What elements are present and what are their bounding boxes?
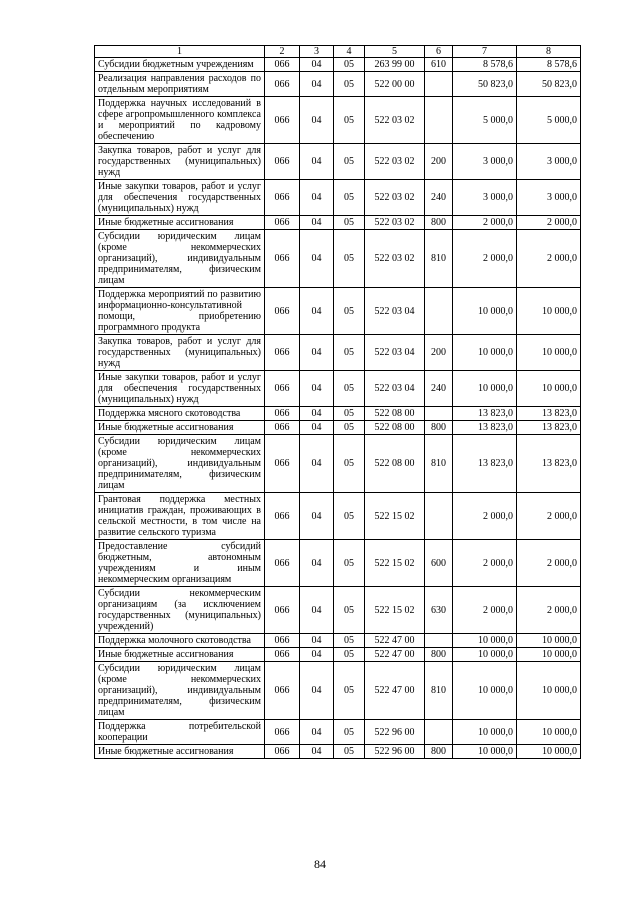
- column-header: 2: [265, 46, 300, 58]
- target-code: 522 15 02: [365, 587, 425, 634]
- admin-code: 066: [265, 662, 300, 720]
- amount-col7: 2 000,0: [453, 540, 517, 587]
- admin-code: 066: [265, 745, 300, 759]
- amount-col7: 10 000,0: [453, 648, 517, 662]
- expense-type-code: 200: [425, 144, 453, 180]
- section-code: 04: [300, 662, 334, 720]
- section-code: 04: [300, 720, 334, 745]
- row-name: Иные бюджетные ассигнования: [95, 745, 265, 759]
- amount-col7: 10 000,0: [453, 335, 517, 371]
- amount-col8: 10 000,0: [517, 662, 581, 720]
- admin-code: 066: [265, 97, 300, 144]
- target-code: 522 00 00: [365, 72, 425, 97]
- section-code: 04: [300, 288, 334, 335]
- expense-type-code: 810: [425, 435, 453, 493]
- amount-col7: 13 823,0: [453, 435, 517, 493]
- subsection-code: 05: [334, 335, 365, 371]
- admin-code: 066: [265, 216, 300, 230]
- row-name: Иные бюджетные ассигнования: [95, 648, 265, 662]
- column-header: 5: [365, 46, 425, 58]
- amount-col8: 10 000,0: [517, 288, 581, 335]
- admin-code: 066: [265, 335, 300, 371]
- expense-type-code: 610: [425, 58, 453, 72]
- subsection-code: 05: [334, 216, 365, 230]
- row-name: Закупка товаров, работ и услуг для государственных (муниципальных) нужд: [95, 144, 265, 180]
- row-name: Грантовая поддержка местных инициатив граждан, проживающих в сельской местности, в том числе на развитие сельского туризма: [95, 493, 265, 540]
- target-code: 522 47 00: [365, 634, 425, 648]
- amount-col8: 10 000,0: [517, 745, 581, 759]
- row-name: Поддержка мясного скотоводства: [95, 407, 265, 421]
- section-code: 04: [300, 58, 334, 72]
- row-name: Поддержка мероприятий по развитию информационно-консультативной помощи, приобретению программного продукта: [95, 288, 265, 335]
- section-code: 04: [300, 216, 334, 230]
- row-name: Предоставление субсидий бюджетным, автономным учреждениям и иным некоммерческим организациям: [95, 540, 265, 587]
- subsection-code: 05: [334, 745, 365, 759]
- amount-col8: 2 000,0: [517, 230, 581, 288]
- row-name: Реализация направления расходов по отдельным мероприятиям: [95, 72, 265, 97]
- budget-table: [94, 45, 581, 759]
- amount-col8: 13 823,0: [517, 435, 581, 493]
- amount-col8: 2 000,0: [517, 493, 581, 540]
- admin-code: 066: [265, 288, 300, 335]
- expense-type-code: 800: [425, 648, 453, 662]
- table-row: [95, 144, 581, 180]
- column-header: 1: [95, 46, 265, 58]
- admin-code: 066: [265, 407, 300, 421]
- admin-code: 066: [265, 435, 300, 493]
- subsection-code: 05: [334, 493, 365, 540]
- amount-col7: 10 000,0: [453, 745, 517, 759]
- table-row: [95, 180, 581, 216]
- target-code: 522 03 02: [365, 230, 425, 288]
- section-code: 04: [300, 97, 334, 144]
- expense-type-code: 800: [425, 421, 453, 435]
- subsection-code: 05: [334, 97, 365, 144]
- section-code: 04: [300, 407, 334, 421]
- subsection-code: 05: [334, 144, 365, 180]
- section-code: 04: [300, 540, 334, 587]
- section-code: 04: [300, 587, 334, 634]
- amount-col7: 50 823,0: [453, 72, 517, 97]
- amount-col7: 3 000,0: [453, 144, 517, 180]
- amount-col7: 10 000,0: [453, 720, 517, 745]
- section-code: 04: [300, 745, 334, 759]
- table-row: [95, 97, 581, 144]
- section-code: 04: [300, 144, 334, 180]
- column-header: 6: [425, 46, 453, 58]
- table-row: [95, 540, 581, 587]
- expense-type-code: [425, 634, 453, 648]
- target-code: 522 96 00: [365, 720, 425, 745]
- table-row: [95, 435, 581, 493]
- amount-col8: 3 000,0: [517, 144, 581, 180]
- table-row: [95, 216, 581, 230]
- amount-col7: 10 000,0: [453, 288, 517, 335]
- target-code: 263 99 00: [365, 58, 425, 72]
- amount-col7: 13 823,0: [453, 421, 517, 435]
- subsection-code: 05: [334, 540, 365, 587]
- amount-col7: 2 000,0: [453, 587, 517, 634]
- admin-code: 066: [265, 421, 300, 435]
- row-name: Субсидии юридическим лицам (кроме некоммерческих организаций), индивидуальным предпринимателям, физическим лицам: [95, 435, 265, 493]
- expense-type-code: 600: [425, 540, 453, 587]
- column-header: 3: [300, 46, 334, 58]
- amount-col7: 13 823,0: [453, 407, 517, 421]
- table-row: [95, 648, 581, 662]
- target-code: 522 47 00: [365, 648, 425, 662]
- admin-code: 066: [265, 493, 300, 540]
- header-row: [95, 46, 581, 58]
- amount-col8: 2 000,0: [517, 540, 581, 587]
- amount-col7: 2 000,0: [453, 493, 517, 540]
- amount-col8: 10 000,0: [517, 720, 581, 745]
- admin-code: 066: [265, 58, 300, 72]
- row-name: Субсидии некоммерческим организациям (за исключением государственных (муниципальных) учреждений): [95, 587, 265, 634]
- subsection-code: 05: [334, 288, 365, 335]
- amount-col7: 5 000,0: [453, 97, 517, 144]
- admin-code: 066: [265, 587, 300, 634]
- subsection-code: 05: [334, 371, 365, 407]
- table-row: [95, 407, 581, 421]
- subsection-code: 05: [334, 58, 365, 72]
- amount-col7: 8 578,6: [453, 58, 517, 72]
- table-row: [95, 634, 581, 648]
- target-code: 522 03 04: [365, 335, 425, 371]
- row-name: Поддержка молочного скотоводства: [95, 634, 265, 648]
- section-code: 04: [300, 435, 334, 493]
- subsection-code: 05: [334, 230, 365, 288]
- section-code: 04: [300, 335, 334, 371]
- expense-type-code: [425, 407, 453, 421]
- target-code: 522 03 02: [365, 97, 425, 144]
- target-code: 522 03 02: [365, 180, 425, 216]
- column-header: 7: [453, 46, 517, 58]
- table-row: [95, 587, 581, 634]
- amount-col7: 10 000,0: [453, 634, 517, 648]
- amount-col8: 5 000,0: [517, 97, 581, 144]
- expense-type-code: [425, 97, 453, 144]
- subsection-code: 05: [334, 662, 365, 720]
- amount-col7: 10 000,0: [453, 371, 517, 407]
- row-name: Иные бюджетные ассигнования: [95, 421, 265, 435]
- section-code: 04: [300, 634, 334, 648]
- subsection-code: 05: [334, 634, 365, 648]
- amount-col8: 10 000,0: [517, 634, 581, 648]
- subsection-code: 05: [334, 421, 365, 435]
- amount-col8: 8 578,6: [517, 58, 581, 72]
- expense-type-code: [425, 720, 453, 745]
- target-code: 522 03 04: [365, 288, 425, 335]
- row-name: Поддержка научных исследований в сфере агропромышленного комплекса и мероприятий по кадровому обеспечению: [95, 97, 265, 144]
- row-name: Субсидии юридическим лицам (кроме некоммерческих организаций), индивидуальным предпринимателям, физическим лицам: [95, 662, 265, 720]
- admin-code: 066: [265, 540, 300, 587]
- target-code: 522 96 00: [365, 745, 425, 759]
- admin-code: 066: [265, 634, 300, 648]
- table-row: [95, 288, 581, 335]
- amount-col8: 2 000,0: [517, 216, 581, 230]
- row-name: Иные бюджетные ассигнования: [95, 216, 265, 230]
- target-code: 522 03 02: [365, 216, 425, 230]
- subsection-code: 05: [334, 587, 365, 634]
- page-number: 84: [314, 857, 326, 871]
- amount-col8: 10 000,0: [517, 371, 581, 407]
- target-code: 522 47 00: [365, 662, 425, 720]
- expense-type-code: 240: [425, 371, 453, 407]
- table-row: [95, 421, 581, 435]
- row-name: Субсидии юридическим лицам (кроме некоммерческих организаций), индивидуальным предпринимателям, физическим лицам: [95, 230, 265, 288]
- amount-col8: 3 000,0: [517, 180, 581, 216]
- admin-code: 066: [265, 720, 300, 745]
- amount-col7: 2 000,0: [453, 230, 517, 288]
- row-name: Иные закупки товаров, работ и услуг для обеспечения государственных (муниципальных) нужд: [95, 371, 265, 407]
- section-code: 04: [300, 371, 334, 407]
- amount-col8: 50 823,0: [517, 72, 581, 97]
- row-name: Поддержка потребительской кооперации: [95, 720, 265, 745]
- expense-type-code: [425, 288, 453, 335]
- target-code: 522 15 02: [365, 540, 425, 587]
- admin-code: 066: [265, 144, 300, 180]
- amount-col8: 10 000,0: [517, 335, 581, 371]
- column-header: 4: [334, 46, 365, 58]
- subsection-code: 05: [334, 435, 365, 493]
- expense-type-code: 800: [425, 745, 453, 759]
- target-code: 522 03 02: [365, 144, 425, 180]
- row-name: Закупка товаров, работ и услуг для государственных (муниципальных) нужд: [95, 335, 265, 371]
- amount-col8: 2 000,0: [517, 587, 581, 634]
- amount-col7: 2 000,0: [453, 216, 517, 230]
- table-row: [95, 662, 581, 720]
- table-row: [95, 230, 581, 288]
- subsection-code: 05: [334, 648, 365, 662]
- expense-type-code: [425, 493, 453, 540]
- expense-type-code: 630: [425, 587, 453, 634]
- amount-col8: 13 823,0: [517, 421, 581, 435]
- target-code: 522 08 00: [365, 407, 425, 421]
- amount-col7: 10 000,0: [453, 662, 517, 720]
- target-code: 522 15 02: [365, 493, 425, 540]
- expense-type-code: 800: [425, 216, 453, 230]
- admin-code: 066: [265, 72, 300, 97]
- admin-code: 066: [265, 180, 300, 216]
- subsection-code: 05: [334, 407, 365, 421]
- row-name: Субсидии бюджетным учреждениям: [95, 58, 265, 72]
- section-code: 04: [300, 648, 334, 662]
- amount-col7: 3 000,0: [453, 180, 517, 216]
- section-code: 04: [300, 421, 334, 435]
- row-name: Иные закупки товаров, работ и услуг для обеспечения государственных (муниципальных) нужд: [95, 180, 265, 216]
- admin-code: 066: [265, 371, 300, 407]
- table-row: [95, 371, 581, 407]
- target-code: 522 03 04: [365, 371, 425, 407]
- section-code: 04: [300, 180, 334, 216]
- expense-type-code: 810: [425, 662, 453, 720]
- subsection-code: 05: [334, 72, 365, 97]
- amount-col8: 13 823,0: [517, 407, 581, 421]
- table-row: [95, 493, 581, 540]
- section-code: 04: [300, 230, 334, 288]
- section-code: 04: [300, 493, 334, 540]
- admin-code: 066: [265, 230, 300, 288]
- amount-col8: 10 000,0: [517, 648, 581, 662]
- section-code: 04: [300, 72, 334, 97]
- table-row: [95, 720, 581, 745]
- table-row: [95, 335, 581, 371]
- expense-type-code: 200: [425, 335, 453, 371]
- admin-code: 066: [265, 648, 300, 662]
- table-row: [95, 72, 581, 97]
- target-code: 522 08 00: [365, 421, 425, 435]
- expense-type-code: [425, 72, 453, 97]
- table-row: [95, 745, 581, 759]
- subsection-code: 05: [334, 720, 365, 745]
- subsection-code: 05: [334, 180, 365, 216]
- column-header: 8: [517, 46, 581, 58]
- table-row: [95, 58, 581, 72]
- expense-type-code: 810: [425, 230, 453, 288]
- expense-type-code: 240: [425, 180, 453, 216]
- target-code: 522 08 00: [365, 435, 425, 493]
